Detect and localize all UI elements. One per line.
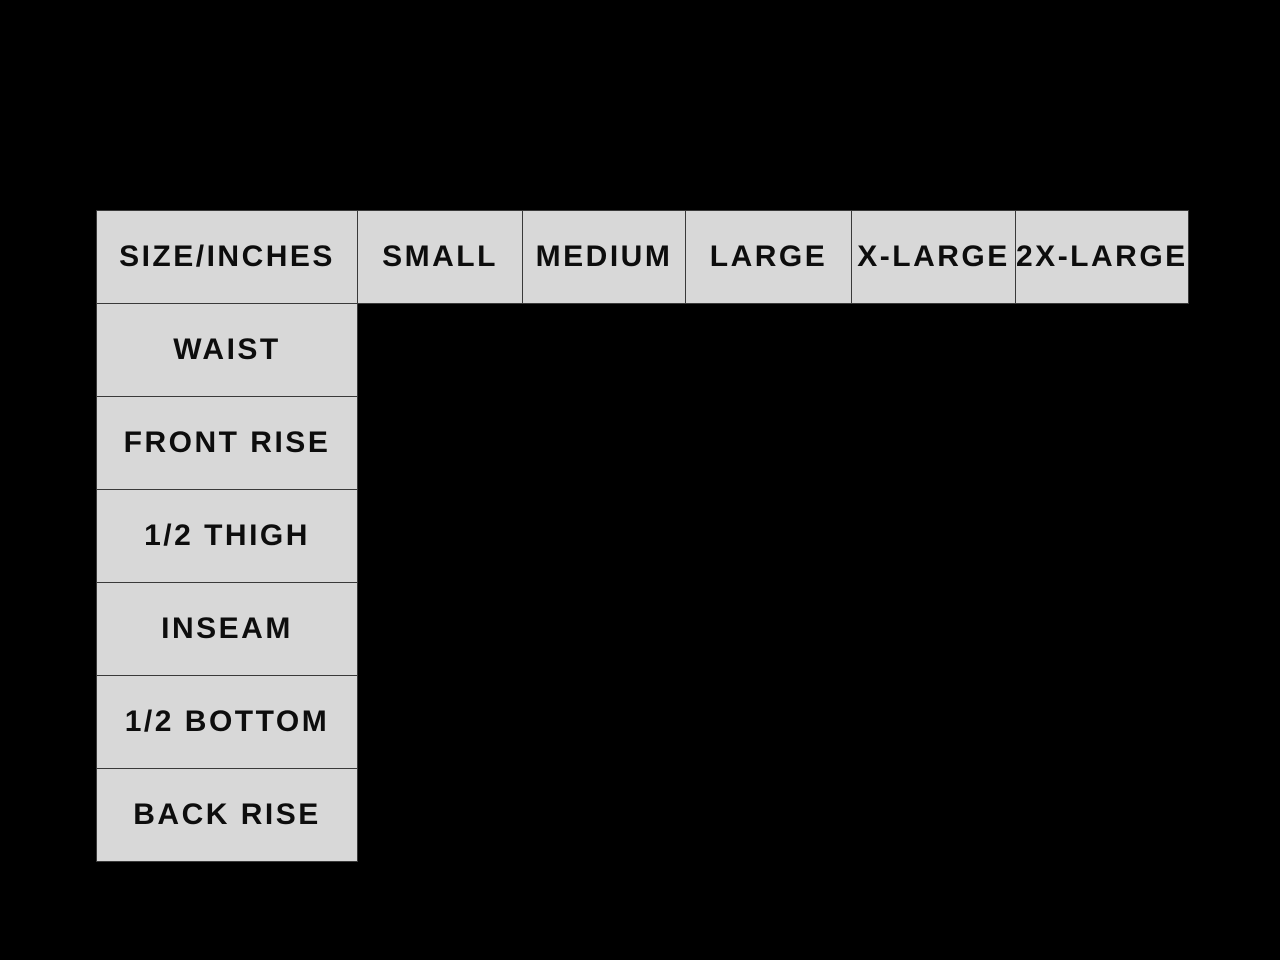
- data-cell: [1016, 769, 1189, 862]
- table-row-back-rise: [97, 769, 1189, 862]
- header-cell-small: SMALL: [358, 211, 523, 304]
- data-cell: [686, 397, 852, 490]
- data-cell: [1016, 583, 1189, 676]
- header-cell-x-large: X-LARGE: [852, 211, 1016, 304]
- data-cell: [358, 304, 523, 397]
- data-cell: [1016, 676, 1189, 769]
- table-row-half-bottom: [97, 676, 1189, 769]
- data-cell: [1016, 397, 1189, 490]
- data-cell: [852, 583, 1016, 676]
- data-cell: [852, 304, 1016, 397]
- row-label-back-rise: BACK RISE: [97, 769, 358, 862]
- data-cell: [686, 490, 852, 583]
- row-label-inseam: INSEAM: [97, 583, 358, 676]
- data-cell: [686, 769, 852, 862]
- header-cell-size-inches: SIZE/INCHES: [97, 211, 358, 304]
- table-row-half-thigh: [97, 490, 1189, 583]
- data-cell: [523, 769, 686, 862]
- header-cell-large: LARGE: [686, 211, 852, 304]
- header-cell-2x-large: 2X-LARGE: [1016, 211, 1189, 304]
- data-cell: [852, 769, 1016, 862]
- size-chart-table: [96, 210, 1189, 862]
- row-label-half-thigh: 1/2 THIGH: [97, 490, 358, 583]
- data-cell: [358, 490, 523, 583]
- data-cell: [523, 583, 686, 676]
- data-cell: [686, 583, 852, 676]
- row-label-front-rise: FRONT RISE: [97, 397, 358, 490]
- table-row-front-rise: [97, 397, 1189, 490]
- data-cell: [358, 583, 523, 676]
- data-cell: [523, 397, 686, 490]
- data-cell: [358, 769, 523, 862]
- data-cell: [852, 676, 1016, 769]
- table-row-inseam: [97, 583, 1189, 676]
- data-cell: [1016, 304, 1189, 397]
- header-cell-medium: MEDIUM: [523, 211, 686, 304]
- header-row: [97, 211, 1189, 304]
- data-cell: [523, 676, 686, 769]
- data-cell: [358, 397, 523, 490]
- data-cell: [1016, 490, 1189, 583]
- row-label-half-bottom: 1/2 BOTTOM: [97, 676, 358, 769]
- data-cell: [852, 490, 1016, 583]
- data-cell: [852, 397, 1016, 490]
- data-cell: [686, 304, 852, 397]
- table-row-waist: [97, 304, 1189, 397]
- row-label-waist: WAIST: [97, 304, 358, 397]
- data-cell: [686, 676, 852, 769]
- data-cell: [523, 490, 686, 583]
- data-cell: [523, 304, 686, 397]
- data-cell: [358, 676, 523, 769]
